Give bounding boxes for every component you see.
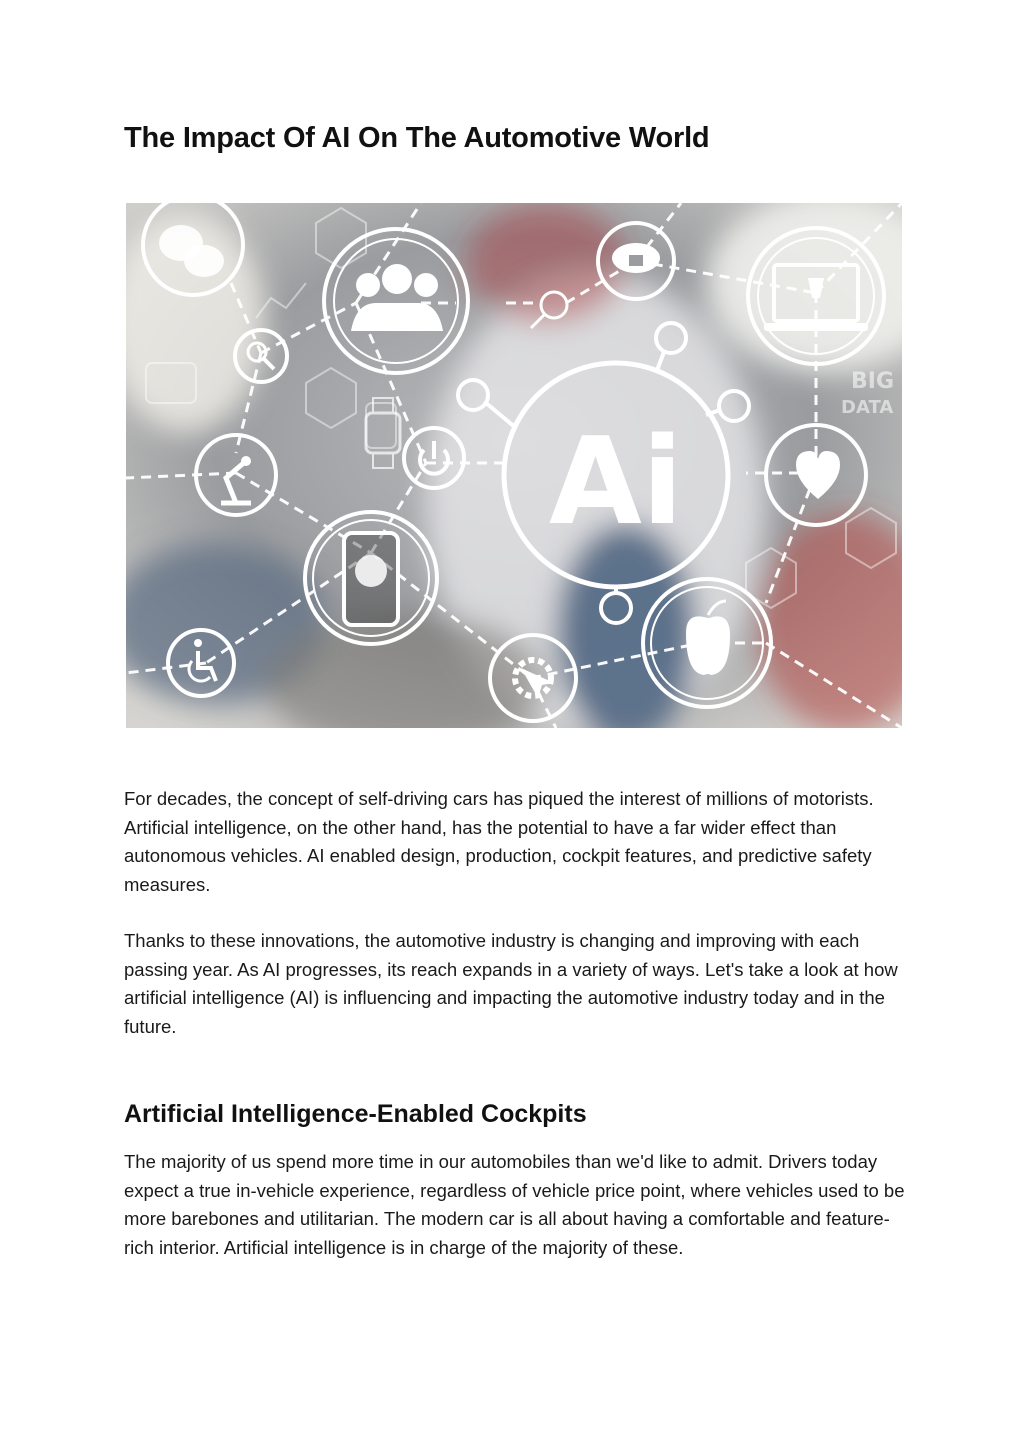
big-data-text: BIG [851,369,895,394]
section-paragraph: The majority of us spend more time in our automobiles than we'd like to admit. Drivers today expect a true in-vehicle experience, regardless of vehicle price point, where vehicles used to be more barebones and utilitarian. The modern car is all about having a comfortable and feature-rich interior. Artificial intelligence is in charge of the majority of these. [124,1151,905,1258]
section-heading: Artificial Intelligence-Enabled Cockpits [124,1100,587,1128]
hero-image [126,203,902,728]
intro-paragraph: For decades, the concept of self-driving cars has piqued the interest of millions of motorists. Artificial intelligence, on the other hand, has the potential to have a far wider effect than autonomous vehicles. AI enabled design, production, cockpit features, and predictive safety measures. [124,788,874,895]
document-title: The Impact Of AI On The Automotive World [124,122,710,154]
ai-center-label: Ai [548,413,684,552]
body-paragraph: Thanks to these innovations, the automotive industry is changing and improving with each passing year. As AI progresses, its reach expands in a variety of ways. Let's take a look at how artificial intelligence (AI) is influencing and impacting the automotive industry today and in the future. [124,930,898,1037]
svg-text:DATA: DATA [841,397,894,418]
